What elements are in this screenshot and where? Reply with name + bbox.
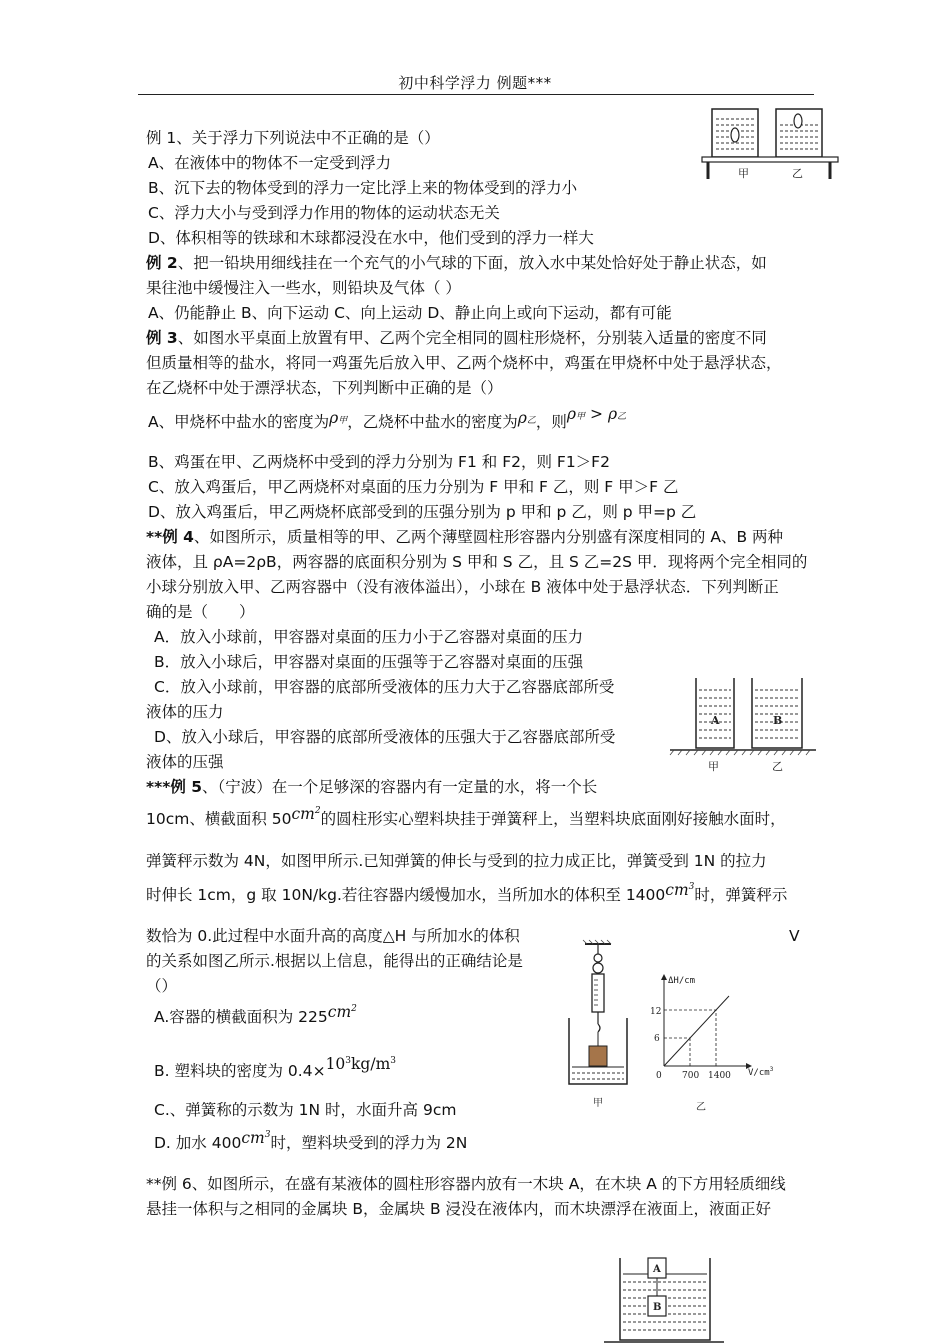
sup-2: 2 [351,1004,357,1014]
xtick-1400: 1400 [708,1071,731,1081]
ex5-a-text: A.容器的横截面积为 225 [154,1008,328,1027]
plastic-block [589,1046,607,1066]
rho-char: ρ [329,409,339,427]
ex4-question-line4: 确的是（ ） [146,603,255,621]
ex5-option-a [154,1004,357,1027]
container-label-jia: 甲 [708,760,719,773]
xtick-700: 700 [682,1071,700,1081]
beaker-yi [776,109,822,157]
rho-char: ρ [607,405,618,423]
unit-kg-m: kg/m [351,1055,391,1074]
container-jia [696,678,734,748]
ex5-spring-scale-figure [565,940,635,1112]
rho-char: ρ [517,409,527,427]
ex4-question-line2: 液体，且 ρA=2ρB，两容器的底面积分别为 S 甲和 S 乙，且 S 乙=2S 甲．现将两个完全相同的 [146,553,808,571]
ex5-text: 、（宁波）在一个足够深的容器内有一定量的水，将一个长 [202,778,598,796]
ex2-options: A、仍能静止 B、向下运动 C、向上运动 D、静止向上或向下运动，都有可能 [148,304,672,322]
ex4-label: **例 4 [146,528,194,546]
unit-cm: cm [291,805,315,824]
ex5-d-text1: D. 加水 400 [154,1134,242,1153]
ex1-option-b: B、沉下去的物体受到的浮力一定比浮上来的物体受到的浮力小 [148,179,578,197]
ex4-option-c-line2: 液体的压力 [146,703,224,721]
header-rule [138,94,814,95]
unit-cm: cm [241,1129,265,1148]
egg-icon [731,128,739,142]
ex4-option-b: B．放入小球后，甲容器对桌面的压强等于乙容器对桌面的压强 [154,653,584,671]
ex4-option-c-line1: C．放入小球前，甲容器的底部所受液体的压力大于乙容器底部所受 [154,678,615,696]
ex5-question-line6: 的关系如图乙所示.根据以上信息，能得出的正确结论是 [146,952,523,970]
ex5-q2a: 10cm、横截面积 50 [146,810,292,829]
ex5-question-line1 [146,777,597,797]
unit-cm2 [328,1003,357,1021]
ex4-option-d-line2: 液体的压强 [146,753,224,771]
ex5-graph-figure [646,966,786,1114]
ytick-12: 12 [650,1007,662,1017]
ex2-question-line1 [146,253,767,273]
ex3-option-c: C、放入鸡蛋后，甲乙两烧杯对桌面的压力分别为 F 甲和 F 乙，则 F 甲＞F 乙 [148,478,679,496]
ex3-option-a-text2: ，乙烧杯中盐水的密度为 [347,413,518,431]
ex5-question-line4 [146,882,787,905]
unit-cm3 [241,1129,270,1147]
fig-label-jia: 甲 [593,1098,603,1109]
ex5-v-label: V [789,927,800,945]
ex3-option-a [148,405,627,435]
liquid-label-b: B [773,714,783,727]
sup-3: 3 [688,882,695,892]
ex5-q2b: 的圆柱形实心塑料块挂于弹簧秤上，当塑料块底面刚好接触水面时， [320,810,786,829]
egg-icon [794,114,802,128]
rho-compare [567,405,626,423]
ex5-question-line3: 弹簧秤示数为 4N，如图甲所示.已知弹簧的伸长与受到的拉力成正比，弹簧受到 1N 的拉力 [146,852,767,870]
ex3-option-b: B、鸡蛋在甲、乙两烧杯中受到的浮力分别为 F1 和 F2，则 F1＞F2 [148,453,610,471]
ex3-label: 例 3 [146,329,178,347]
ex3-text: 、如图水平桌面上放置有甲、乙两个完全相同的圆柱形烧杯，分别装入适量的密度不同 [177,329,767,347]
unit-cm3 [665,881,694,899]
x-axis-label-sup: 3 [769,1066,774,1073]
liquid-label-a: A [711,714,720,727]
ex5-q4a: 时伸长 1cm，g 取 10N/kg.若往容器内缓慢加水，当所加水的体积至 1400 [146,886,666,905]
block-label-b: B [653,1302,662,1313]
beaker-label-yi: 乙 [792,167,803,180]
ex5-d-text2: 时，塑料块受到的浮力为 2N [270,1134,468,1153]
ex2-question-line2: 果往池中缓慢注入一些水，则铅块及气体（ ） [146,279,461,297]
density-value [326,1055,396,1073]
beaker-label-jia: 甲 [738,167,749,180]
ytick-6: 6 [654,1034,660,1044]
page-title: 初中科学浮力 例题*** [398,74,552,92]
ex5-option-c: C.、弹簧称的示数为 1N 时，水面升高 9cm [154,1101,457,1119]
unit-cm2 [292,805,321,823]
ex3-option-a-text3: ，则 [535,413,567,431]
ex6-question-line2: 悬挂一体积与之相同的金属块 B，金属块 B 浸没在液体内，而木块漂浮在液面上，液面正好 [146,1200,772,1218]
ex6-question-line1: **例 6、如图所示，在盛有某液体的圆柱形容器内放有一木块 A，在木块 A 的下方用轻质细线 [146,1175,786,1193]
ex5-option-d [154,1130,467,1153]
beaker-jia [712,109,758,157]
sup-3: 3 [264,1130,271,1140]
ex4-containers-figure [668,674,818,774]
ex1-question: 例 1、关于浮力下列说法中不正确的是（） [146,129,440,147]
rho-yi-symbol [518,409,536,427]
fig-label-yi: 乙 [696,1102,706,1113]
container-label-yi: 乙 [772,760,783,773]
ex4-question-line3: 小球分别放入甲、乙两容器中（没有液体溢出），小球在 B 液体中处于悬浮状态．下列判断正 [146,578,779,596]
rho-sub-jia: 甲 [576,412,586,422]
graph-series-line [664,996,729,1066]
ex1-option-a: A、在液体中的物体不一定受到浮力 [148,154,392,172]
ex6-container-figure [604,1254,724,1344]
ex4-option-a: A．放入小球前，甲容器对桌面的压力小于乙容器对桌面的压力 [154,628,584,646]
ex3-question-line3: 在乙烧杯中处于漂浮状态，下列判断中正确的是（） [146,379,503,397]
block-label-a: A [653,1264,661,1275]
ten: 10 [325,1055,346,1074]
ex4-text: 、如图所示，质量相等的甲、乙两个薄壁圆柱形容器内分别盛有深度相同的 A、B 两种 [193,528,783,546]
unit-cm: cm [327,1003,352,1022]
ex5-question-line7: （） [146,977,178,995]
ex3-question-line2: 但质量相等的盐水，将同一鸡蛋先后放入甲、乙两个烧杯中，鸡蛋在甲烧杯中处于悬浮状态， [146,354,782,372]
ex5-label: ***例 5 [146,778,202,796]
ex2-label: 例 2 [146,254,178,272]
ex3-option-d: D、放入鸡蛋后，甲乙两烧杯底部受到的压强分别为 p 甲和 p 乙，则 p 甲=p 乙 [148,503,697,521]
ex3-option-a-text1: A、甲烧杯中盐水的密度为 [148,413,330,431]
ex1-option-d: D、体积相等的铁球和木球都浸没在水中，他们受到的浮力一样大 [148,229,594,247]
rho-sub-jia: 甲 [338,416,348,426]
ex1-option-c: C、浮力大小与受到浮力作用的物体的运动状态无关 [148,204,500,222]
ex4-option-d-line1: D、放入小球后，甲容器的底部所受液体的压强大于乙容器底部所受 [154,728,616,746]
origin-label: 0 [656,1071,662,1081]
rho-char: ρ [566,405,577,423]
ex3-beakers-figure [700,105,840,185]
y-axis-label: ΔH/cm [668,976,696,986]
sup-2: 2 [314,806,321,816]
sup-3: 3 [345,1056,352,1066]
rho-jia-symbol [329,409,347,427]
scale-ring [594,954,602,962]
ex5-b-text: B. 塑料块的密度为 0.4× [154,1062,326,1081]
greater-than: > [590,405,603,423]
ex5-question-line5: 数恰为 0.此过程中水面升高的高度△H 与所加水的体积 [146,927,520,945]
x-axis-label-text: V/cm [748,1068,770,1078]
ex5-question-line2 [146,806,786,829]
ex3-question-line1 [146,328,767,348]
table-top [702,157,838,162]
unit-cm: cm [665,881,689,900]
ex5-q4b: 时，弹簧秤示 [694,886,788,905]
rho-sub-yi: 乙 [617,412,627,422]
x-axis-label [748,1066,774,1078]
ex5-option-b [154,1055,396,1081]
container-yi [752,678,802,748]
ex2-text: 、把一铅块用细线挂在一个充气的小气球的下面，放入水中某处恰好处于静止状态，如 [177,254,767,272]
ex4-question-line1 [146,527,783,547]
rho-sub-yi: 乙 [526,416,536,426]
sup-3: 3 [390,1056,396,1066]
